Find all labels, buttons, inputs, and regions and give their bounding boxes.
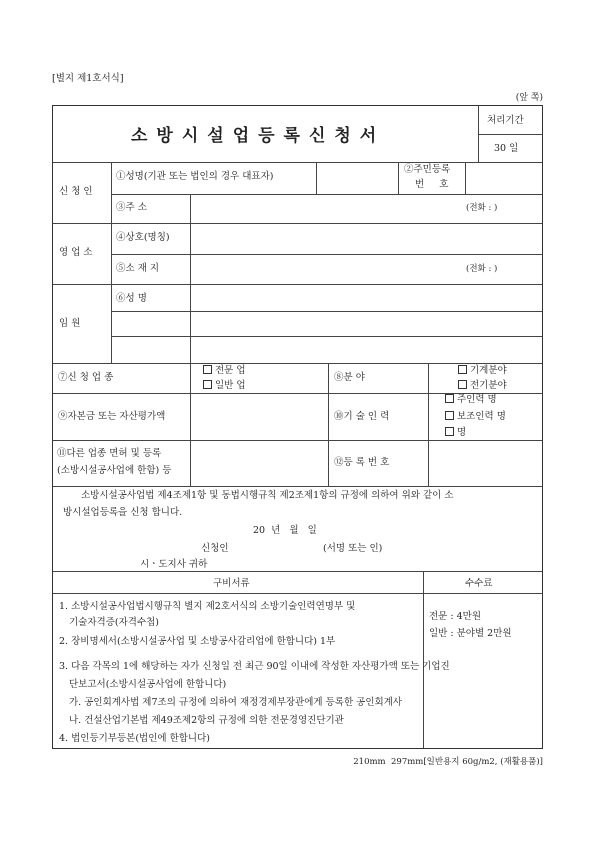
registration-no-label: ⑫등 록 번 호 bbox=[334, 457, 390, 468]
document-item: 3. 다음 각목의 1에 해당하는 자가 신청일 전 최근 90일 이내에 작성한 자산평가액 또는 기업진 bbox=[59, 661, 450, 672]
registration-no-field[interactable] bbox=[433, 446, 537, 480]
checkbox-icon bbox=[458, 380, 467, 389]
declaration-text-1: 소방시설공사업법 제4조제1항 및 동법시행규칙 제2조제1항의 규정에 의하여 위와 같이 소 bbox=[81, 490, 454, 501]
declaration-signature: (서명 또는 인) bbox=[323, 543, 383, 554]
capital-field[interactable] bbox=[195, 401, 323, 433]
option-specialist[interactable]: 전문 업 bbox=[203, 365, 246, 376]
location-field[interactable] bbox=[195, 259, 465, 279]
declaration-date: 20 년 월 일 bbox=[253, 525, 317, 536]
name-label: ①성명(기관 또는 법인의 경우 대표자) bbox=[116, 171, 274, 182]
checkbox-icon bbox=[203, 380, 212, 389]
officer-name-label: ⑥성 명 bbox=[116, 293, 147, 304]
field-label: ⑧분 야 bbox=[334, 372, 365, 383]
officers-section-label: 임 원 bbox=[59, 318, 81, 329]
option-other-staff[interactable]: 명 bbox=[445, 427, 466, 438]
resident-no-label-1: ②주민등록 bbox=[404, 164, 451, 175]
location-label: ⑤소 재 지 bbox=[116, 263, 160, 274]
checkbox-icon bbox=[203, 365, 212, 374]
fee-specialist: 전문 : 4만원 bbox=[429, 611, 481, 622]
form-reference: [별지 제1호서식] bbox=[52, 73, 124, 84]
name-field[interactable] bbox=[323, 172, 393, 190]
processing-period-value: 30 일 bbox=[494, 143, 519, 154]
document-item: 가. 공인회계사법 제7조의 규정에 의하여 재정경제부장관에게 등록한 공인회계사 bbox=[69, 697, 403, 708]
option-main-staff[interactable]: 주인력 명 bbox=[445, 394, 497, 405]
checkbox-icon bbox=[445, 427, 454, 436]
documents-header: 구비서류 bbox=[213, 578, 250, 589]
processing-period-label: 처리기간 bbox=[487, 115, 524, 126]
document-item: 단보고서(소방시설공사업에 한합니다) bbox=[69, 679, 227, 690]
option-assistant-staff[interactable]: 보조인력 명 bbox=[445, 411, 506, 422]
option-general[interactable]: 일반 업 bbox=[203, 380, 246, 391]
other-license-label-2: (소방시설공사업에 한함) 등 bbox=[57, 465, 172, 476]
other-license-field[interactable] bbox=[195, 446, 323, 480]
resident-no-field[interactable] bbox=[469, 168, 539, 190]
business-type-label: ⑦신 청 업 종 bbox=[58, 372, 114, 383]
document-item: 나. 건설산업기본법 제49조제2항의 규정에 의한 전문경영진단기관 bbox=[69, 715, 344, 726]
fee-header: 수수료 bbox=[465, 578, 493, 589]
paper-spec-footer: 210mm 297mm[일반용지 60g/m2, (재활용품)] bbox=[353, 757, 543, 767]
business-section-label: 영 업 소 bbox=[59, 247, 93, 258]
declaration-applicant: 신청인 bbox=[201, 543, 229, 554]
checkbox-icon bbox=[445, 411, 454, 420]
declaration-addressee: 시ㆍ도지사 귀하 bbox=[140, 559, 208, 570]
resident-no-label-2: 번 호 bbox=[415, 179, 455, 190]
page-side-note: (앞 쪽) bbox=[515, 93, 543, 103]
declaration-text-2: 방시설업등록을 신청 합니다. bbox=[63, 507, 183, 518]
capital-label: ⑨자본금 또는 자산평가액 bbox=[58, 411, 166, 422]
address-field[interactable] bbox=[195, 200, 465, 218]
option-mechanical[interactable]: 기계분야 bbox=[458, 365, 507, 376]
fee-general: 일반 : 분야별 2만원 bbox=[429, 628, 512, 639]
trade-name-label: ④상호(명칭) bbox=[116, 232, 170, 243]
application-form bbox=[52, 105, 543, 749]
address-label: ③주 소 bbox=[116, 202, 147, 213]
officer-name-field[interactable] bbox=[195, 288, 535, 308]
document-item: 2. 장비명세서(소방시설공사업 및 소방공사감리업에 한합니다) 1부 bbox=[59, 636, 336, 647]
form-title: 소방시설업등록신청서 bbox=[131, 126, 386, 146]
document-item: 기술자격증(자격수첩) bbox=[69, 617, 160, 628]
tech-staff-label: ⑩기 술 인 력 bbox=[334, 411, 390, 422]
checkbox-icon bbox=[445, 394, 454, 403]
checkbox-icon bbox=[458, 365, 467, 374]
applicant-phone-label: (전화 : ) bbox=[466, 203, 498, 213]
document-item: 4. 법인등기부등본(법인에 한합니다) bbox=[59, 733, 210, 744]
other-license-label-1: ⑪다른 업종 면허 및 등록 bbox=[57, 448, 162, 459]
document-item: 1. 소방시설공사업법시행규칙 별지 제2호서식의 소방기술인력연명부 및 bbox=[59, 601, 356, 612]
business-phone-label: (전화 : ) bbox=[466, 264, 498, 274]
trade-name-field[interactable] bbox=[195, 228, 535, 248]
applicant-section-label: 신 청 인 bbox=[59, 186, 93, 197]
option-electrical[interactable]: 전기분야 bbox=[458, 380, 507, 391]
